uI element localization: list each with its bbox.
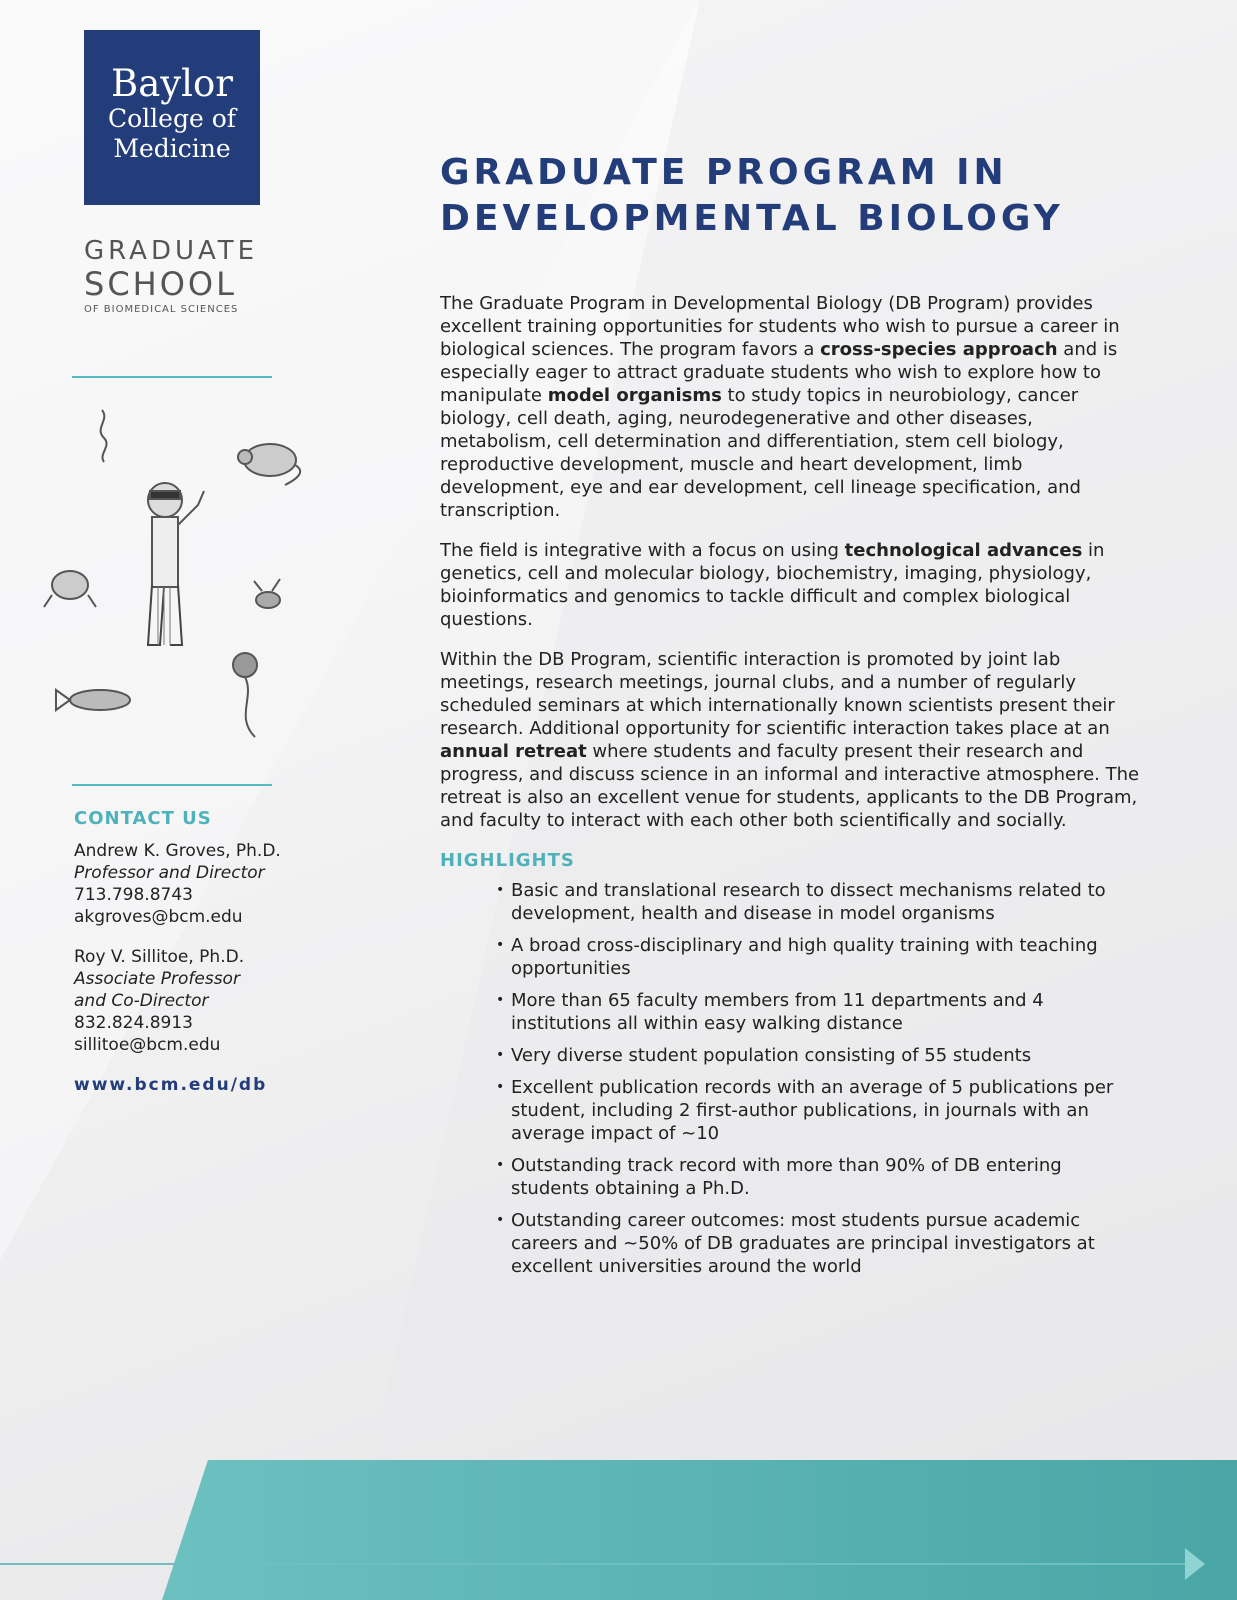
contact-person-1	[74, 840, 354, 928]
contact-role: Professor and Director	[74, 863, 265, 883]
scientist-figure	[148, 483, 204, 645]
intro-paragraph-2: The field is integrative with a focus on using technological advances in genetics, cell and molecular biology, biochemistry, imaging, physiology, bioinformatics and genomics to tackle difficult and complex biological questions.	[440, 540, 1105, 630]
highlight-item: • A broad cross-disciplinary and high quality training with teaching opportunities	[496, 934, 1140, 980]
graduate-school-wordmark	[84, 236, 258, 315]
title-line-1: GRADUATE PROGRAM IN	[440, 152, 1008, 193]
frog-icon	[44, 571, 96, 607]
contact-name: Andrew K. Groves, Ph.D.	[74, 841, 281, 861]
school-line-1: GRADUATE	[84, 236, 259, 266]
intro-paragraph-3: Within the DB Program, scientific interaction is promoted by joint lab meetings, research meetings, journal clubs, and a number of regularly scheduled seminars at which internationally known scientists present their research. Additional opportunity for scientific interaction takes place at an annual retreat where students and faculty present their research and progress, and discuss science in an informal and interactive atmosphere. The retreat is also an excellent venue for students, applicants to the DB Program, and faculty to interact with each other both scientifically and socially.	[440, 649, 1140, 831]
title-line-2: DEVELOPMENTAL BIOLOGY	[440, 198, 1064, 239]
highlight-item: • Basic and translational research to dissect mechanisms related to development, health and disease in model organisms	[496, 879, 1140, 925]
highlight-item: • Outstanding career outcomes: most students pursue academic careers and ~50% of DB graduates are principal investigators at excellent universities around the world	[496, 1209, 1140, 1278]
baylor-logo	[84, 30, 260, 205]
scientist-illustration	[40, 395, 310, 765]
page-title	[440, 150, 1140, 242]
contact-phone: 832.824.8913	[74, 1013, 193, 1033]
logo-line-1: Baylor	[111, 62, 233, 105]
contact-phone: 713.798.8743	[74, 885, 193, 905]
footer-band	[0, 1460, 1237, 1600]
intro-paragraph-1: The Graduate Program in Developmental Biology (DB Program) provides excellent training opportunities for students who wish to pursue a career in biological sciences. The program favors a cross-species approach and is especially eager to attract graduate students who wish to explore how to manipulate model organisms to study topics in neurobiology, cancer biology, cell death, aging, neurodegenerative and other diseases, metabolism, cell determination and differentiation, stem cell biology, reproductive development, muscle and heart development, limb development, eye and ear development, cell lineage specification, and transcription.	[440, 293, 1120, 521]
highlight-item: • Very diverse student population consisting of 55 students	[496, 1044, 1140, 1067]
highlights-heading: HIGHLIGHTS	[440, 850, 575, 871]
highlight-item: • More than 65 faculty members from 11 departments and 4 institutions all within easy walking distance	[496, 989, 1140, 1035]
logo-line-2: College of	[107, 104, 236, 133]
divider-bottom	[72, 784, 272, 786]
fish-icon	[56, 690, 130, 710]
worm-icon	[101, 410, 107, 462]
rat-icon	[238, 444, 300, 485]
contact-person-2	[74, 946, 354, 1056]
school-line-3: OF BIOMEDICAL SCIENCES	[84, 304, 239, 315]
contact-email-link[interactable]: sillitoe@bcm.edu	[74, 1035, 221, 1055]
divider-top	[72, 376, 272, 378]
highlight-item: • Excellent publication records with an average of 5 publications per student, including 2 first-author publications, in journals with an average impact of ~10	[496, 1076, 1140, 1145]
main-content	[440, 150, 1140, 1287]
contact-name: Roy V. Sillitoe, Ph.D.	[74, 947, 245, 967]
highlights-list	[440, 879, 1140, 1278]
intro-paragraphs	[440, 292, 1140, 832]
highlight-item: • Outstanding track record with more than 90% of DB entering students obtaining a Ph.D.	[496, 1154, 1140, 1200]
fly-icon	[254, 579, 280, 608]
zebrafish-embryo-icon	[233, 653, 257, 737]
contact-section	[74, 808, 354, 1096]
contact-email-link[interactable]: akgroves@bcm.edu	[74, 907, 243, 927]
contact-role: Associate Professor	[74, 969, 240, 989]
contact-heading: CONTACT US	[74, 808, 212, 829]
school-line-2: SCHOOL	[84, 265, 237, 303]
logo-line-3: Medicine	[113, 134, 231, 163]
contact-role: and Co-Director	[74, 991, 209, 1011]
website-link[interactable]: www.bcm.edu/db	[74, 1075, 268, 1095]
